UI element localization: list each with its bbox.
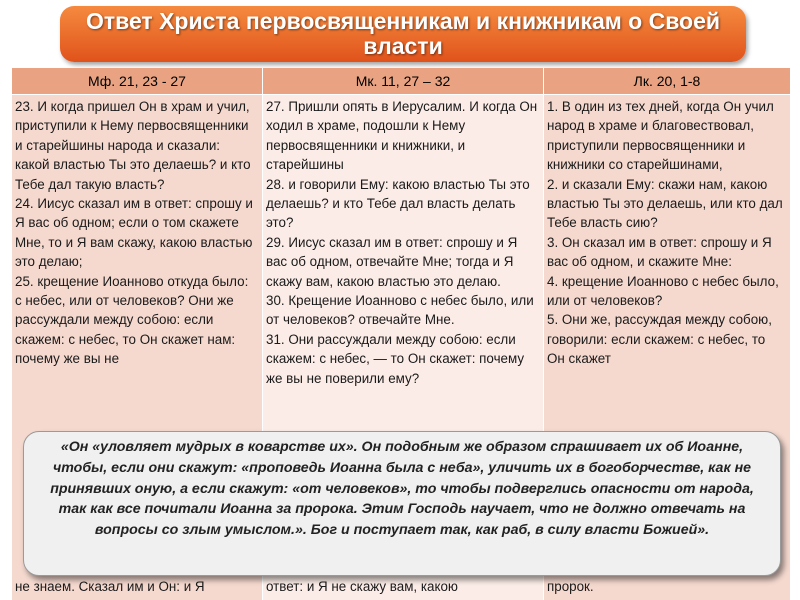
verse: 25. крещение Иоанново откуда было: с небес, или от человеков? Они же рассуждали между собою: если скажем: с небес, то Он скажет нам: почему же вы не <box>15 273 249 367</box>
verse: 29. Иисус сказал им в ответ: спрошу и Я вас об одном, отвечайте Мне; тогда и Я скажу вам, какою властью это делаю. <box>266 234 518 289</box>
verse: 31. Они рассуждали между собою: если скажем: с небес, — то Он скажет: почему же вы не поверили ему? <box>266 331 525 386</box>
column-matthew-tail: не знаем. Сказал им и Он: и Я <box>15 579 205 594</box>
column-header-luke: Лк. 20, 1-8 <box>544 68 790 94</box>
slide-title: Ответ Христа первосвященникам и книжникам о Своей власти <box>85 8 721 59</box>
slide-title-banner <box>60 6 746 62</box>
column-mark-tail: ответ: и Я не скажу вам, какою <box>266 579 458 594</box>
verse: 1. В один из тех дней, когда Он учил народ в храме и благовествовал, приступили первосвященники и книжники со старейшинами, <box>547 99 774 173</box>
verse: 3. Он сказал им в ответ: спрошу и Я вас об одном, и скажите Мне: <box>547 234 772 270</box>
verse: 24. Иисус сказал им в ответ: спрошу и Я вас об одном; если о том скажете Мне, то и Я вам скажу, какою властью это делаю; <box>15 196 253 270</box>
verse: 23. И когда пришел Он в храм и учил, приступили к Нему первосвященники и старейшины народа и сказали: какой властью Ты это делаешь? и кто Тебе дал такую власть? <box>15 99 251 192</box>
verse: 5. Они же, рассуждая между собою, говорили: если скажем: с небес, то Он скажет <box>547 312 772 367</box>
verse: 4. крещение Иоанново с небес было, или от человеков? <box>547 273 779 309</box>
commentary-callout <box>23 431 781 576</box>
commentary-text: «Он «уловляет мудрых в коварстве их». Он подобным же образом спрашивает их об Иоанне, чтобы, если они скажут: «проповедь Иоанна была с неба», уличить их в богоборчестве, как не принявших оную, а если скажут: «от человеков», то чтобы подверглись опасности от народа, так как все почитали Иоанна за пророка. Этим Господь научает, что не должно отвечать на вопросы со злым умыслом.». Бог и поступает так, как раб, в силу власти Божией». <box>50 439 754 539</box>
verse: 28. и говорили Ему: какою властью Ты это делаешь? и кто Тебе дал власть делать это? <box>266 176 530 231</box>
verse: 2. и сказали Ему: скажи нам, какою властью Ты это делаешь, или кто дал Тебе власть сию? <box>547 176 783 231</box>
verse: 30. Крещение Иоанново с небес было, или от человеков? отвечайте Мне. <box>266 293 534 328</box>
verse: 27. Пришли опять в Иерусалим. И когда Он ходил в храме, подошли к Нему первосвященники и книжники, и старейшины <box>266 99 538 173</box>
column-luke-tail: пророк. <box>547 579 594 594</box>
column-header-mark: Мк. 11, 27 – 32 <box>263 68 543 94</box>
column-header-matthew: Мф. 21, 23 - 27 <box>12 68 262 94</box>
